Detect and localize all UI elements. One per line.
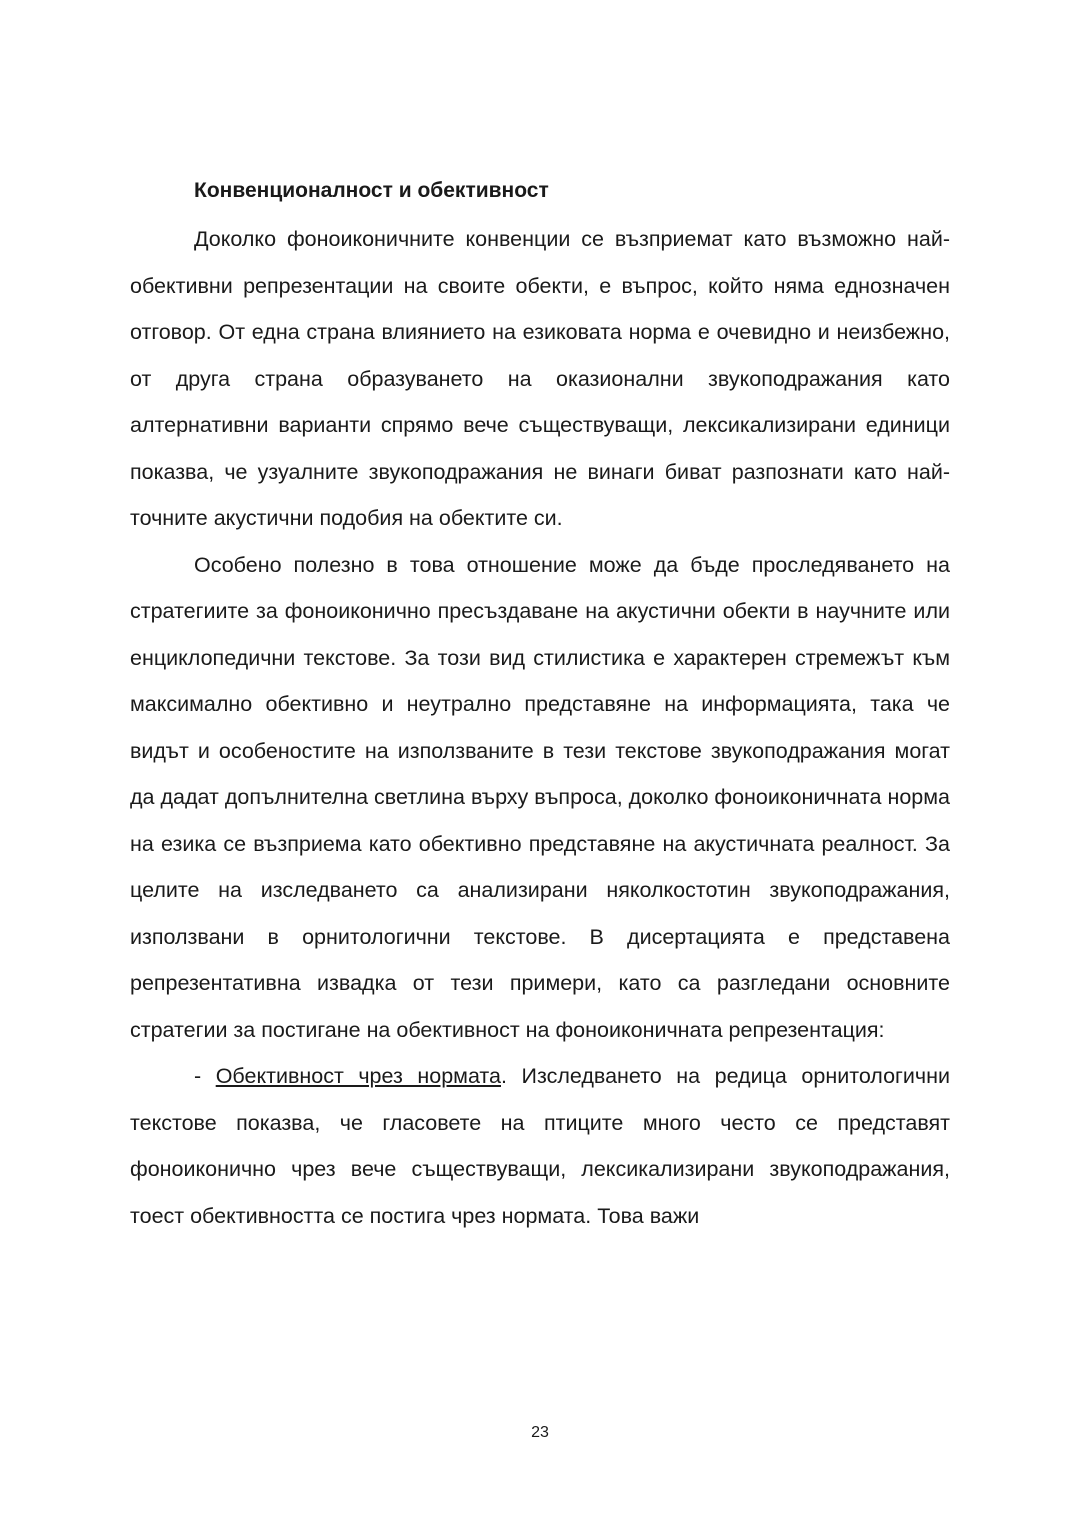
section-heading: Конвенционалност и обективност — [194, 179, 549, 202]
document-page — [130, 166, 950, 1239]
paragraph-2: Особено полезно в това отношение може да бъде проследяването на стратегиите за фоноиконично пресъздаване на акустични обекти в научните или енциклопедични текстове. За този вид стилистика е характерен стремежът към максимално обективно и неутрално представяне на информацията, така че видът и особеностите на използваните в тези текстове звукоподражания могат да дадат допълнителна светлина върху въпроса, доколко фоноиконичната норма на езика се възприема като обективно представяне на акустичната реалност. За целите на изследването са анализирани няколкостотин звукоподражания, използвани в орнитологични текстове. В дисертацията е представена репрезентативна извадка от тези примери, като са разгледани основните стратегии за постигане на обективност на фоноиконичната репрезентация: — [130, 552, 950, 1042]
paragraph-3 — [130, 1053, 950, 1239]
paragraph-1: Доколко фоноиконичните конвенции се възприемат като възможно най-обективни репрезентации на своите обекти, е въпрос, който няма еднозначен отговор. От една страна влиянието на езиковата норма е очевидно и неизбежно, от друга страна образуването на оказионални звукоподражания като алтернативни варианти спрямо вече съществуващи, лексикализирани единици показва, че узуалните звукоподражания не винаги биват разпознати като най-точните акустични подобия на обектите си. — [130, 227, 950, 530]
list-dash: - — [194, 1064, 216, 1088]
paragraph-3-text: . Изследването на редица орнитологични текстове показва, че гласовете на птиците много често се представят фоноиконично чрез вече съществуващи, лексикализирани звукоподражания, тоест обективността се постига чрез нормата. Това важи — [130, 1064, 950, 1228]
underlined-term: Обективност чрез нормата — [215, 1064, 501, 1088]
page-number: 23 — [531, 1424, 549, 1441]
